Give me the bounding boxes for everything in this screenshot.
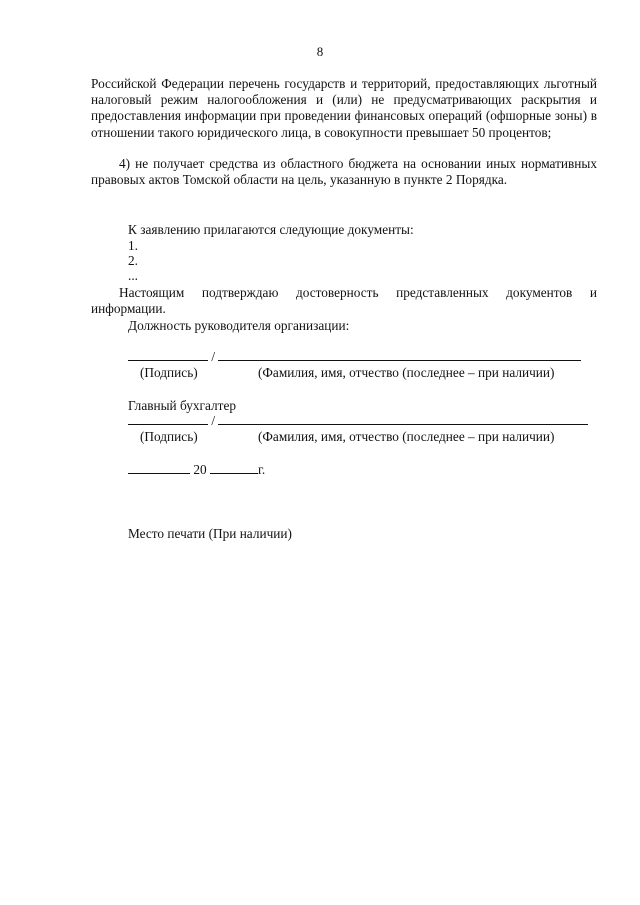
date-year-field[interactable] (210, 462, 258, 474)
attachment-item-2: 2. (128, 253, 138, 268)
chief-accountant-label: Главный бухгалтер (128, 398, 237, 413)
stamp-place-label: Место печати (При наличии) (128, 526, 292, 541)
paragraph-offshore: Российской Федерации перечень государств и территорий, предоставляющих льготный налоговый режим налогообложения и (или) не предусматривающих раскрытия и предоставления информации при проведении финансовых операций (офшорные зоны) в отношении такого юридического лица, в совокупности превышает 50 процентов; (91, 76, 597, 140)
attachment-item-1: 1. (128, 238, 138, 253)
head-signature-caption: (Подпись) (140, 365, 198, 380)
accountant-signature-row (128, 413, 588, 429)
accountant-name-field[interactable] (218, 413, 588, 425)
confirmation-statement: Настоящим подтверждаю достоверность представленных документов и информации. (91, 285, 597, 317)
accountant-signature-caption: (Подпись) (140, 429, 198, 444)
attachments-intro: К заявлению прилагаются следующие документы: (128, 222, 414, 237)
date-row (128, 462, 265, 478)
head-title-label: Должность руководителя организации: (128, 318, 350, 333)
accountant-signature-field[interactable] (128, 413, 208, 425)
date-day-month-field[interactable] (128, 462, 190, 474)
head-name-caption: (Фамилия, имя, отчество (последнее – при наличии) (258, 365, 555, 380)
separator-slash: / (211, 413, 216, 428)
separator-slash: / (211, 349, 216, 364)
date-year-prefix: 20 (193, 462, 207, 477)
page-number: 8 (316, 44, 324, 59)
head-name-field[interactable] (218, 349, 581, 361)
head-signature-field[interactable] (128, 349, 208, 361)
head-signature-row (128, 349, 581, 365)
attachment-item-ellipsis: ... (128, 268, 138, 283)
date-suffix: г. (257, 462, 266, 477)
accountant-name-caption: (Фамилия, имя, отчество (последнее – при наличии) (258, 429, 555, 444)
paragraph-item-4: 4) не получает средства из областного бюджета на основании иных нормативных правовых актов Томской области на цель, указанную в пункте 2 Порядка. (91, 156, 597, 188)
